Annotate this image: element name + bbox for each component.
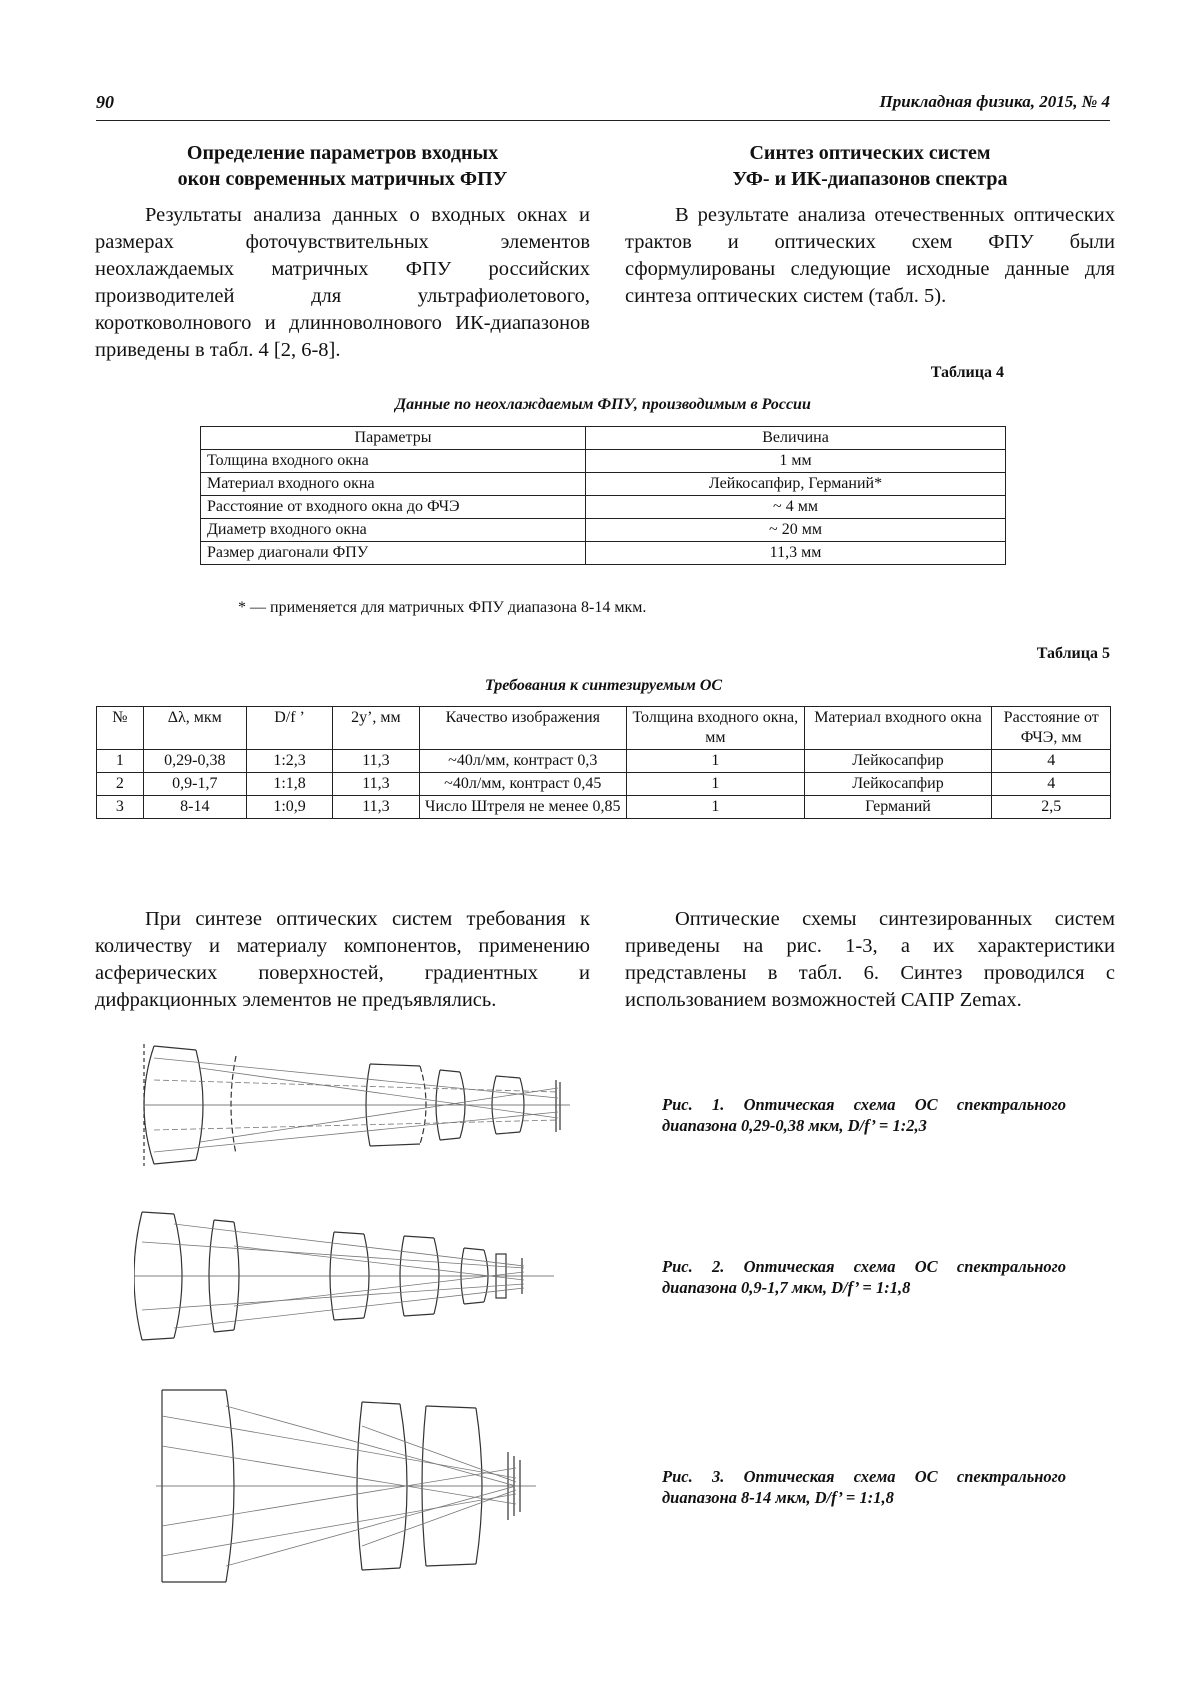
figure-2-optical-scheme — [134, 1206, 574, 1346]
figure-2-caption: Рис. 2. Оптическая схема ОС спектрального диапазона 0,9-1,7 мкм, D/f’ = 1:1,8 — [662, 1257, 1066, 1297]
table-row — [201, 542, 1006, 565]
figure-3-optical-scheme — [156, 1386, 586, 1586]
table5-header: 2y’, мм — [333, 707, 419, 750]
table4-label: Таблица 4 — [930, 364, 1004, 381]
table-cell: 1 — [627, 750, 805, 773]
running-head — [96, 92, 1110, 121]
left-section-title: Определение параметров входных окон современных матричных ФПУ — [177, 142, 508, 190]
left-section-paragraph: Результаты анализа данных о входных окнах и размерах фоточувствительных элементов неохлаждаемых матричных ФПУ российских производителей для ультрафиолетового, коротковолнового и длинноволнового ИК-диапазонов приведены в табл. 4 [2, 6-8]. — [95, 204, 590, 361]
page-number: 90 — [96, 92, 114, 112]
lower-left-section — [95, 906, 590, 1014]
table-cell: Лейкосапфир — [804, 750, 992, 773]
table-cell: 0,29-0,38 — [143, 750, 246, 773]
table4 — [200, 426, 1006, 565]
table-cell: 8-14 — [143, 796, 246, 819]
table5-header: Толщина входного окна, мм — [627, 707, 805, 750]
table-cell: 1 мм — [586, 450, 1006, 473]
table5-label: Таблица 5 — [1036, 645, 1110, 662]
table-cell: 2 — [97, 773, 144, 796]
table-cell: Материал входного окна — [201, 473, 586, 496]
table-cell: 1 — [627, 773, 805, 796]
table4-header: Параметры — [201, 427, 586, 450]
table4-header: Величина — [586, 427, 1006, 450]
table-cell: Расстояние от входного окна до ФЧЭ — [201, 496, 586, 519]
table-cell: Германий — [804, 796, 992, 819]
table-cell: 1 — [97, 750, 144, 773]
table-cell: 1:0,9 — [246, 796, 332, 819]
table-row — [201, 496, 1006, 519]
table-cell: 11,3 мм — [586, 542, 1006, 565]
table-cell: Толщина входного окна — [201, 450, 586, 473]
table5-header: Расстояние от ФЧЭ, мм — [992, 707, 1111, 750]
left-section — [95, 140, 590, 364]
table-cell: Размер диагонали ФПУ — [201, 542, 586, 565]
lower-left-paragraph: При синтезе оптических систем требования к количеству и материалу компонентов, применению асферических поверхностей, градиентных и дифракционных элементов не предъявлялись. — [95, 908, 590, 1011]
lower-right-section — [625, 906, 1115, 1014]
table-row — [201, 519, 1006, 542]
table-cell: ~40л/мм, контраст 0,45 — [419, 773, 627, 796]
table4-header-row — [201, 427, 1006, 450]
table-cell: Лейкосапфир, Германий* — [586, 473, 1006, 496]
table-cell: Диаметр входного окна — [201, 519, 586, 542]
journal-title: Прикладная физика, 2015, № 4 — [879, 92, 1110, 111]
table-cell: 11,3 — [333, 773, 419, 796]
table-row — [97, 796, 1111, 819]
right-section-title: Синтез оптических систем УФ- и ИК-диапазонов спектра — [732, 142, 1008, 190]
table5-header: D/f ’ — [246, 707, 332, 750]
table-cell: 0,9-1,7 — [143, 773, 246, 796]
table5-header: № — [97, 707, 144, 750]
figure-3-caption: Рис. 3. Оптическая схема ОС спектрального диапазона 8-14 мкм, D/f’ = 1:1,8 — [662, 1467, 1066, 1507]
table-cell: Число Штреля не менее 0,85 — [419, 796, 627, 819]
table-cell: 11,3 — [333, 750, 419, 773]
table-cell: ~ 20 мм — [586, 519, 1006, 542]
table-row — [201, 473, 1006, 496]
table-cell: ~40л/мм, контраст 0,3 — [419, 750, 627, 773]
table5-header: Материал входного окна — [804, 707, 992, 750]
right-section-paragraph: В результате анализа отечественных оптических трактов и оптических схем ФПУ были сформулированы следующие исходные данные для синтеза оптических систем (табл. 5). — [625, 204, 1115, 307]
figure-1-optical-scheme — [140, 1040, 580, 1170]
table5-header: Δλ, мкм — [143, 707, 246, 750]
table5-header: Качество изображения — [419, 707, 627, 750]
table-row — [97, 773, 1111, 796]
table-cell: 2,5 — [992, 796, 1111, 819]
table5-header-row — [97, 707, 1111, 750]
lower-right-paragraph: Оптические схемы синтезированных систем приведены на рис. 1-3, а их характеристики представлены в табл. 6. Синтез проводился с использованием возможностей САПР Zemax. — [625, 908, 1115, 1011]
table-cell: 1:1,8 — [246, 773, 332, 796]
table4-footnote: * — применяется для матричных ФПУ диапазона 8-14 мкм. — [238, 599, 647, 616]
table4-caption: Данные по неохлаждаемым ФПУ, производимым в России — [395, 396, 811, 413]
figure-1-caption: Рис. 1. Оптическая схема ОС спектрального диапазона 0,29-0,38 мкм, D/f’ = 1:2,3 — [662, 1095, 1066, 1135]
table-cell: 11,3 — [333, 796, 419, 819]
table-row — [201, 450, 1006, 473]
table-cell: Лейкосапфир — [804, 773, 992, 796]
table-cell: ~ 4 мм — [586, 496, 1006, 519]
right-section — [625, 140, 1115, 310]
table-cell: 4 — [992, 773, 1111, 796]
table-cell: 4 — [992, 750, 1111, 773]
table5 — [96, 706, 1111, 819]
table-cell: 3 — [97, 796, 144, 819]
table-row — [97, 750, 1111, 773]
table5-caption: Требования к синтезируемым ОС — [484, 677, 723, 694]
table-cell: 1:2,3 — [246, 750, 332, 773]
table-cell: 1 — [627, 796, 805, 819]
